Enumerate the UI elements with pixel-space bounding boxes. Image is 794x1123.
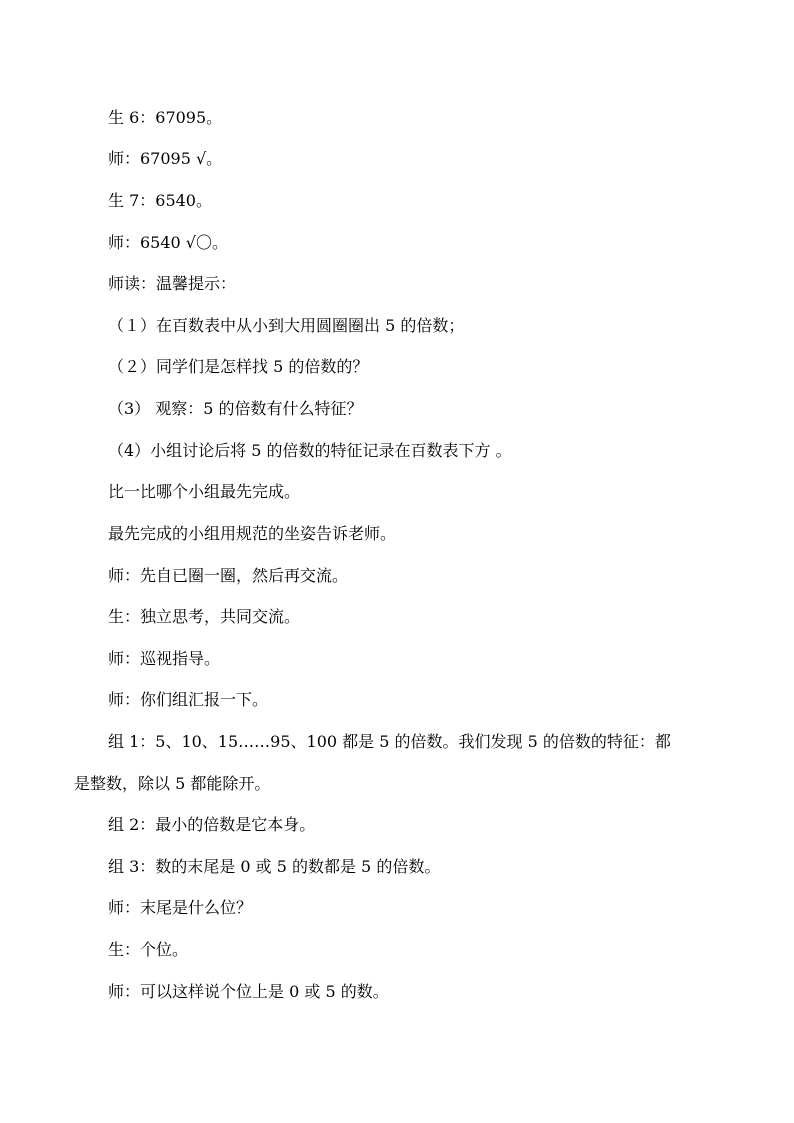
text-line-teacher-guide: 师：巡视指导。 xyxy=(108,649,221,668)
text-line-tip-1: （１）在百数表中从小到大用圆圈圈出 5 的倍数； xyxy=(108,316,465,335)
text-line-group3: 组 3：数的末尾是 0 或 5 的数都是 5 的倍数。 xyxy=(108,857,441,876)
text-line-first-group: 最先完成的小组用规范的坐姿告诉老师。 xyxy=(108,524,397,543)
text-line-teacher-question: 师：末尾是什么位？ xyxy=(108,898,253,917)
text-line-teacher-circle: 师：先自已圈一圈，然后再交流。 xyxy=(108,566,349,585)
text-line-student6: 生 6：67095。 xyxy=(108,108,223,127)
text-line-tip-3: （3） 观察：5 的倍数有什么特征？ xyxy=(108,399,363,418)
text-line-student-ones: 生：个位。 xyxy=(108,940,189,959)
text-line-compare: 比一比哪个小组最先完成。 xyxy=(108,482,301,501)
text-line-group2: 组 2：最小的倍数是它本身。 xyxy=(108,815,316,834)
text-line-tip-2: （２）同学们是怎样找 5 的倍数的？ xyxy=(108,357,369,376)
text-line-teacher-conclusion: 师：可以这样说个位上是 0 或 5 的数。 xyxy=(108,982,389,1001)
text-line-teacher-6540: 师：6540 √〇。 xyxy=(108,233,229,252)
text-line-group1: 组 1：5、10、15……95、100 都是 5 的倍数。我们发现 5 的倍数的特征：都 xyxy=(108,732,671,751)
text-line-tip-4: （4）小组讨论后将 5 的倍数的特征记录在百数表下方 。 xyxy=(108,441,512,460)
text-line-teacher-67095: 师：67095 √。 xyxy=(108,149,223,168)
text-line-group1-cont: 是整数，除以 5 都能除开。 xyxy=(74,774,271,793)
text-line-student7: 生 7：6540。 xyxy=(108,191,212,210)
text-line-student-think: 生：独立思考，共同交流。 xyxy=(108,607,301,626)
text-line-teacher-report: 师：你们组汇报一下。 xyxy=(108,690,269,709)
text-line-teacher-reads: 师读：温馨提示： xyxy=(108,274,237,293)
